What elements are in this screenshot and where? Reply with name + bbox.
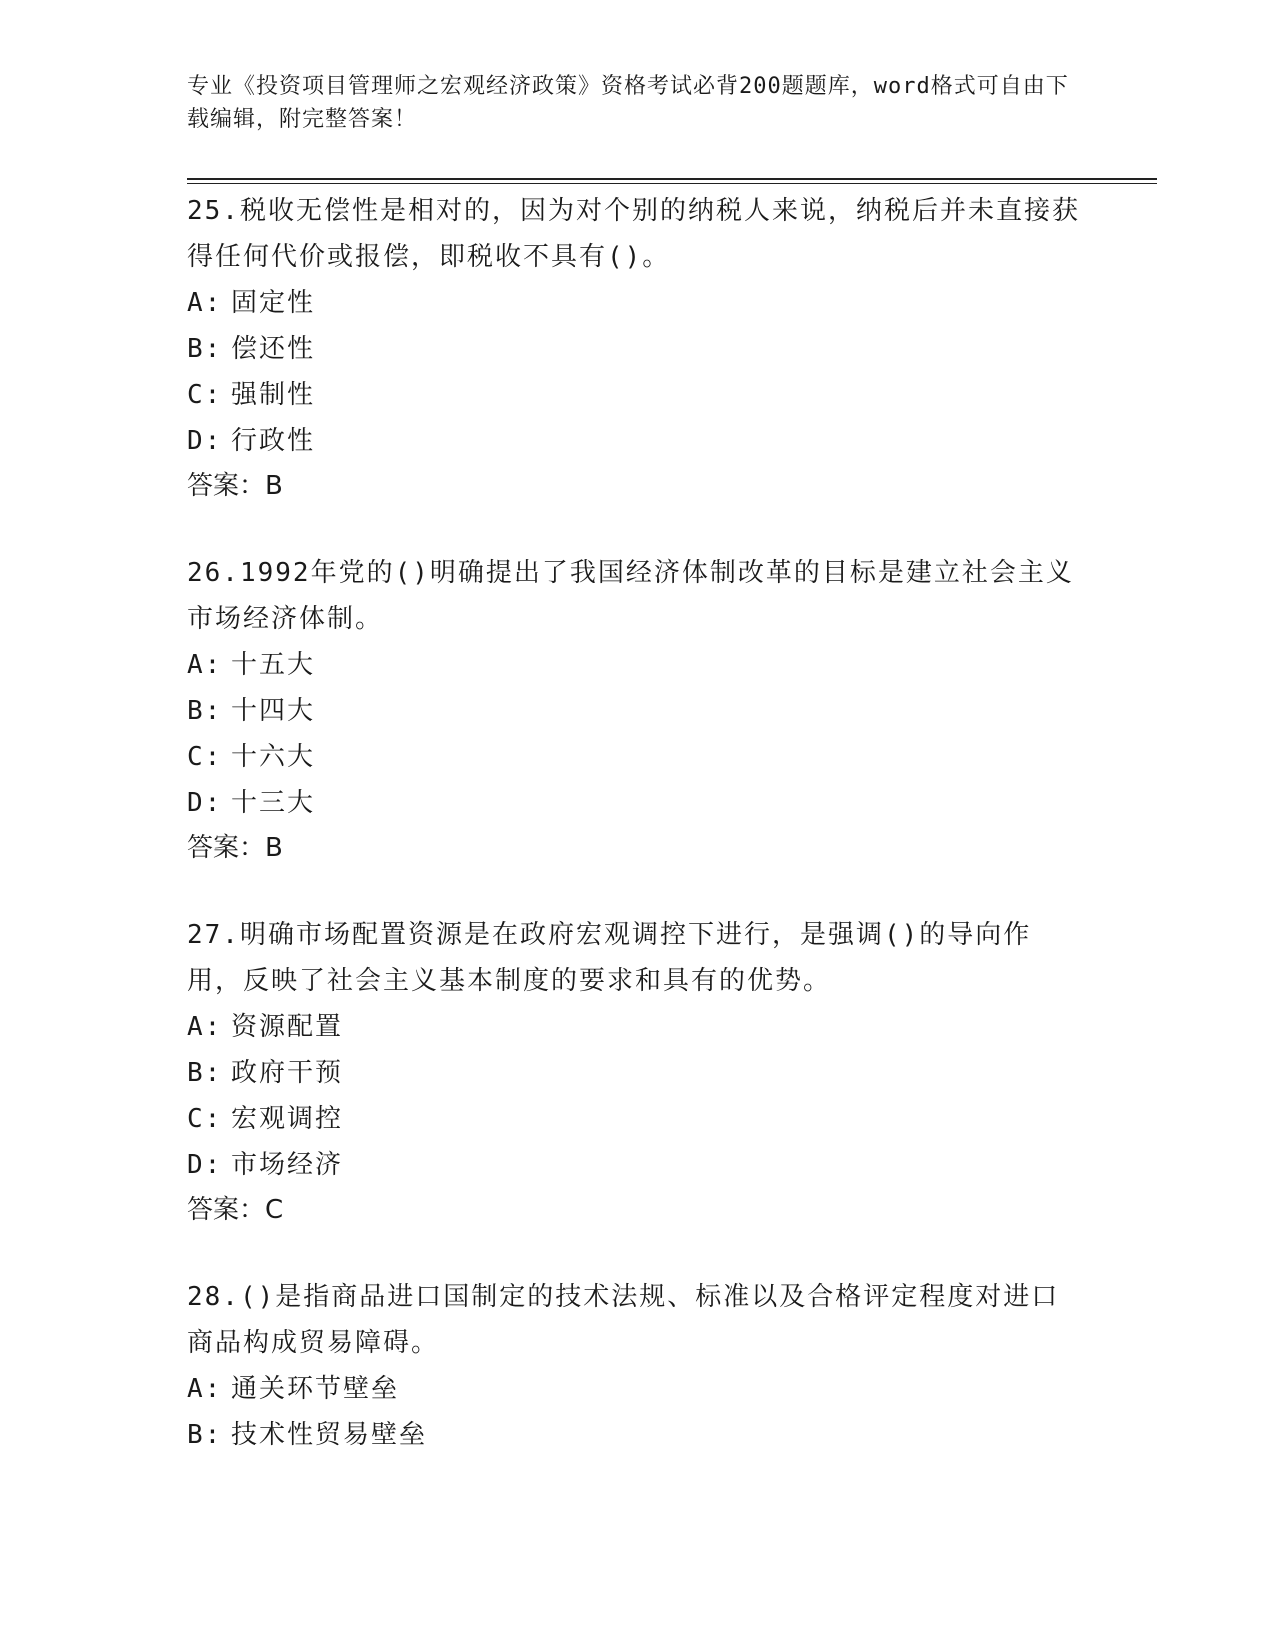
option-c <box>187 1096 1157 1142</box>
option-b <box>187 1412 1157 1458</box>
option-letter: B: <box>187 696 223 726</box>
option-letter: B: <box>187 1058 223 1088</box>
option-d <box>187 418 1157 464</box>
option-a <box>187 1004 1157 1050</box>
option-letter: B: <box>187 1420 223 1450</box>
option-text: 十三大 <box>231 788 316 818</box>
option-text: 宏观调控 <box>231 1104 344 1134</box>
option-text: 十四大 <box>231 696 316 726</box>
option-text: 通关环节壁垒 <box>231 1374 400 1404</box>
question-stem: 27.明确市场配置资源是在政府宏观调控下进行，是强调()的导向作用，反映了社会主义基本制度的要求和具有的优势。 <box>187 920 1032 996</box>
answer-line: 答案：C <box>187 1195 284 1225</box>
option-text: 行政性 <box>231 426 316 456</box>
option-text: 固定性 <box>231 288 316 318</box>
option-letter: D: <box>187 1150 223 1180</box>
question-stem: 26.1992年党的()明确提出了我国经济体制改革的目标是建立社会主义市场经济体制。 <box>187 558 1074 634</box>
option-letter: D: <box>187 426 223 456</box>
option-text: 偿还性 <box>231 334 316 364</box>
question-28 <box>187 1274 1157 1458</box>
option-b <box>187 1050 1157 1096</box>
option-text: 市场经济 <box>231 1150 344 1180</box>
question-27 <box>187 912 1157 1232</box>
header-divider-thick <box>187 178 1157 180</box>
option-text: 十六大 <box>231 742 316 772</box>
option-text: 强制性 <box>231 380 316 410</box>
answer-line: 答案：B <box>187 833 283 863</box>
question-stem: 25.税收无偿性是相对的，因为对个别的纳税人来说，纳税后并未直接获得任何代价或报偿，即税收不具有()。 <box>187 196 1080 272</box>
option-c <box>187 734 1157 780</box>
option-letter: A: <box>187 288 223 318</box>
question-25 <box>187 188 1157 508</box>
option-a <box>187 1366 1157 1412</box>
option-letter: A: <box>187 1374 223 1404</box>
option-letter: D: <box>187 788 223 818</box>
answer-line: 答案：B <box>187 471 283 501</box>
option-text: 十五大 <box>231 650 316 680</box>
option-letter: A: <box>187 1012 223 1042</box>
option-text: 政府干预 <box>231 1058 344 1088</box>
header-divider-thin <box>187 183 1157 184</box>
option-text: 资源配置 <box>231 1012 344 1042</box>
question-26 <box>187 550 1157 870</box>
option-b <box>187 326 1157 372</box>
option-b <box>187 688 1157 734</box>
option-a <box>187 280 1157 326</box>
option-letter: C: <box>187 742 223 772</box>
option-letter: C: <box>187 380 223 410</box>
question-list <box>187 188 1157 1500</box>
option-letter: B: <box>187 334 223 364</box>
option-d <box>187 1142 1157 1188</box>
document-header: 专业《投资项目管理师之宏观经济政策》资格考试必背200题题库，word格式可自由下载编辑，附完整答案！ <box>187 74 1069 132</box>
option-letter: A: <box>187 650 223 680</box>
option-a <box>187 642 1157 688</box>
option-d <box>187 780 1157 826</box>
question-stem: 28.()是指商品进口国制定的技术法规、标准以及合格评定程度对进口商品构成贸易障碍。 <box>187 1282 1060 1358</box>
option-c <box>187 372 1157 418</box>
option-text: 技术性贸易壁垒 <box>231 1420 428 1450</box>
option-letter: C: <box>187 1104 223 1134</box>
